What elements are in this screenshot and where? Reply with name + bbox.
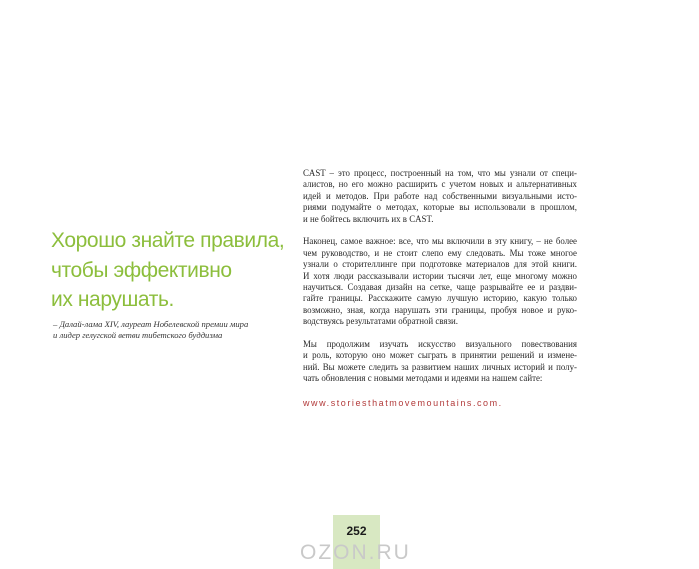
text-line: ний. Вы можете следить за развитием наших личных историй и полу- [303,361,577,372]
body-text-column [303,168,577,408]
text-line: водствуясь результатами обратной связи. [303,316,458,327]
text-line: CAST – это процесс, построенный на том, что мы узнали от специ- [303,168,577,178]
attribution-line: и лидер гелугской ветви тибетского буддизма [53,329,223,340]
quote-line: чтобы эффективно [51,258,232,282]
watermark: OZON.RU [300,541,411,564]
website-url: www.storiesthatmovemountains.com. [303,397,503,408]
quote-attribution [51,319,291,341]
text-line: И хотя люди рассказывали истории тысячи лет, еще многому можно [303,270,577,281]
text-line: и не бойтесь включить их в CAST. [303,213,434,224]
text-line: научиться. Создавая дизайн на сетке, чаще разрывайте ее и раздви- [303,282,577,293]
text-line: Наконец, самое важное: все, что мы включили в эту книгу, – не более [303,236,577,247]
text-line: узнали о сторителлинге при подготовке материалов для этой книги. [303,259,577,270]
epigraph [51,226,291,341]
paragraph-3 [303,339,577,385]
text-line: чем руководство, и не стоит слепо ему следовать. Мы тоже многое [303,247,577,258]
page-number: 252 [346,524,367,538]
text-line: Мы продолжим изучать искусство визуального повествования [303,339,577,350]
quote-line: их нарушать. [51,288,174,311]
text-line: чать обновления с новыми методами и идеями на нашем сайте: [303,373,543,384]
text-line: возможно, зная, когда нарушать эти границы, пробуя новое и руко- [303,304,577,315]
text-line: идей и методов. При работе над собственными визуальными исто- [303,190,577,201]
text-line: и роль, которую оно может сыграть в принятии решений и измене- [303,350,577,361]
text-line: алистов, но его можно расширить с учетом новых и альтернативных [303,179,577,190]
text-line: риями подумайте о методах, которые вы использовали в прошлом, [303,202,577,213]
quote-line: Хорошо знайте правила, [51,229,285,252]
text-line: гайте границы. Расскажите самую лучшую историю, какую только [303,293,577,304]
paragraph-1 [303,168,577,225]
paragraph-2 [303,236,577,327]
attribution-line: – Далай-лама XIV, лауреат Нобелевской премии мира [53,318,249,329]
